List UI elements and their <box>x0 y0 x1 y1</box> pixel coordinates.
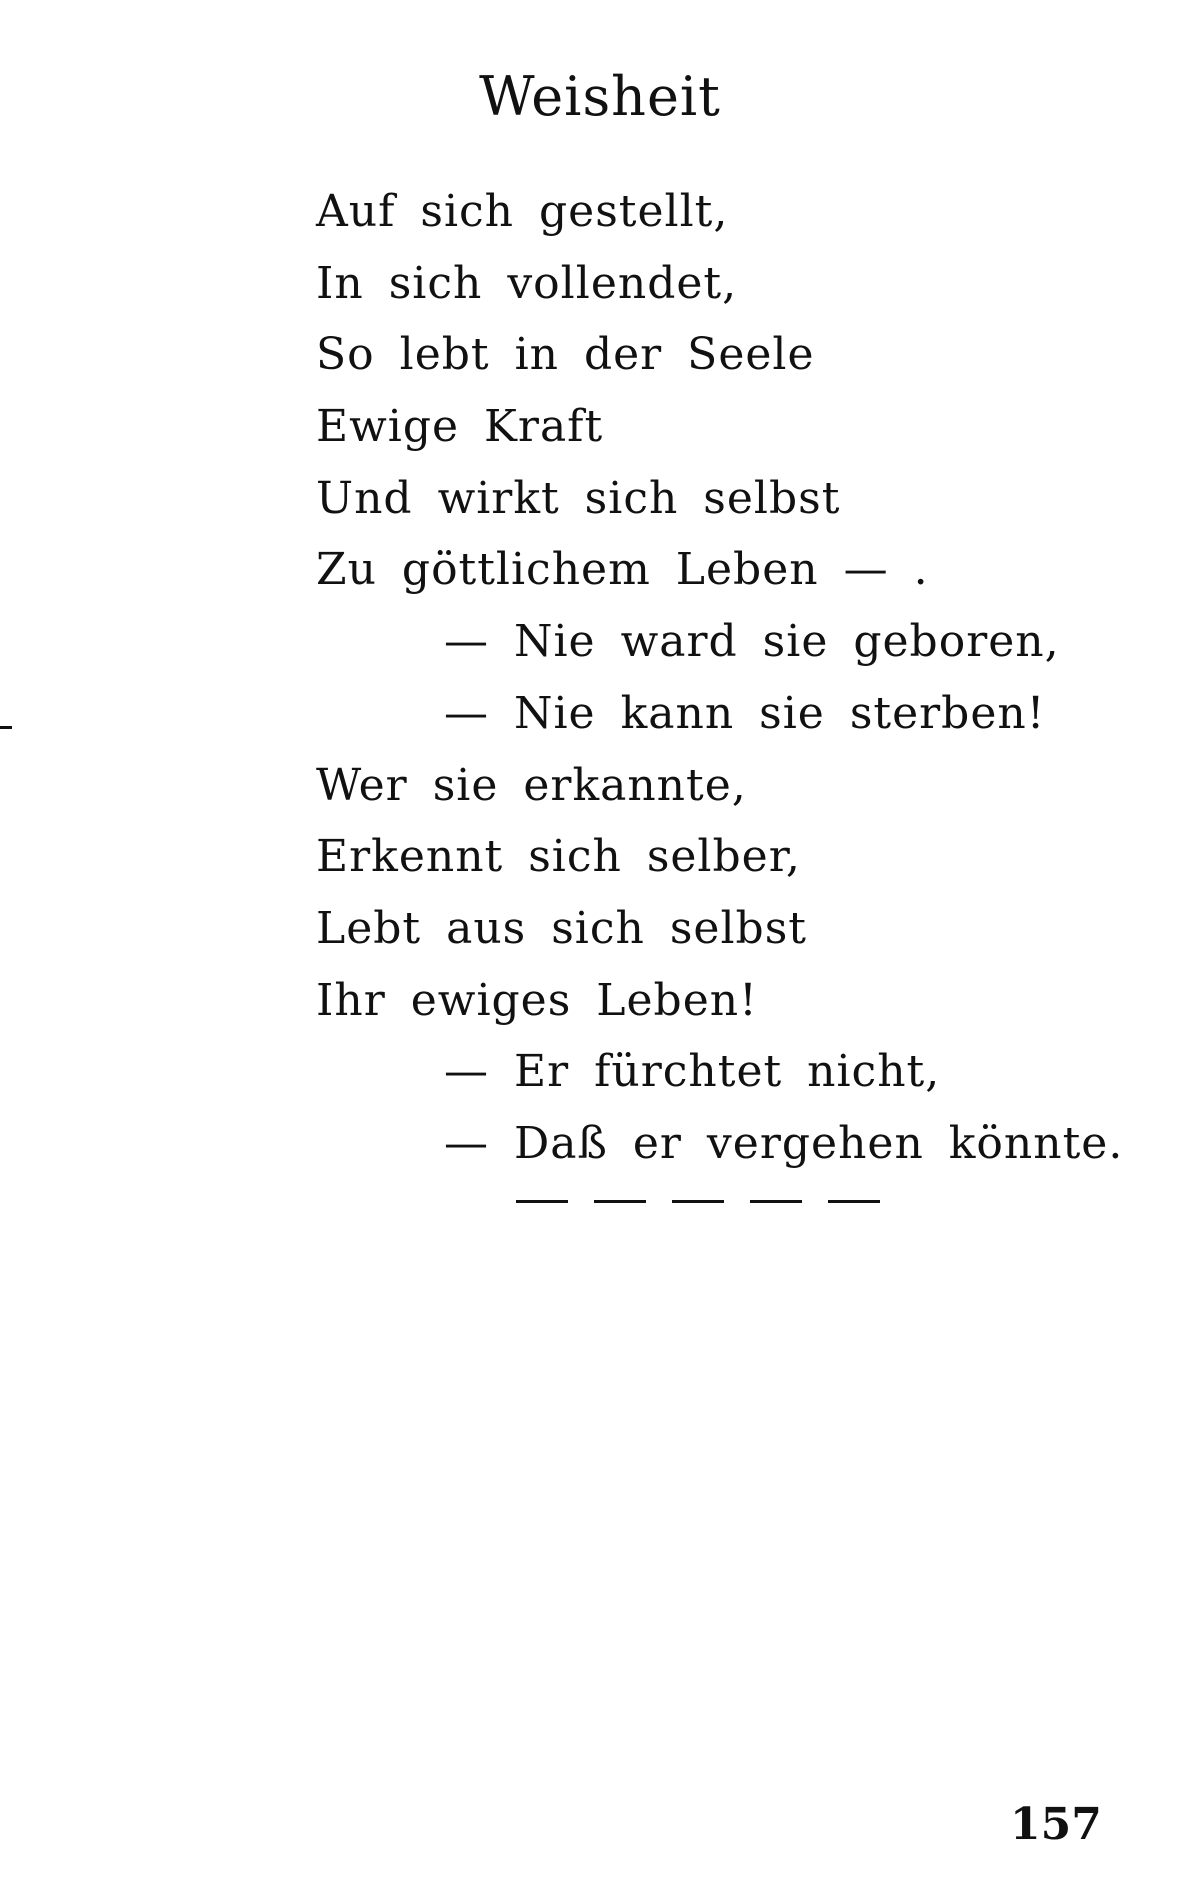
dash <box>516 1200 568 1203</box>
dash <box>594 1200 646 1203</box>
poem-line-indented: — Nie kann sie sterben! <box>444 687 1046 739</box>
poem-line: Ihr ewiges Leben! <box>316 974 758 1026</box>
poem-line: Zu göttlichem Leben — . <box>316 544 929 596</box>
poem-line: Erkennt sich selber, <box>316 831 801 883</box>
poem-line-indented: — Daß er vergehen könnte. <box>444 1117 1124 1169</box>
poem-line: Und wirkt sich selbst <box>316 472 841 524</box>
poem-line: So lebt in der Seele <box>316 329 815 381</box>
page-number: 157 <box>1010 1799 1102 1850</box>
closing-dash-ornament <box>516 1190 896 1210</box>
poem-title: Weisheit <box>479 65 721 128</box>
dash <box>750 1200 802 1203</box>
poem-line: Wer sie erkannte, <box>316 759 747 811</box>
dash <box>828 1200 880 1203</box>
poem-line: Auf sich gestellt, <box>316 186 729 237</box>
poem-line-indented: — Nie ward sie geboren, <box>444 616 1060 668</box>
margin-mark <box>0 726 12 729</box>
poem-line: In sich vollendet, <box>316 257 738 309</box>
poem-body <box>316 176 1176 1180</box>
poem-line: Ewige Kraft <box>316 401 604 453</box>
dash <box>672 1200 724 1203</box>
poem-line-indented: — Er fürchtet nicht, <box>444 1046 941 1098</box>
poem-line: Lebt aus sich selbst <box>316 902 807 954</box>
